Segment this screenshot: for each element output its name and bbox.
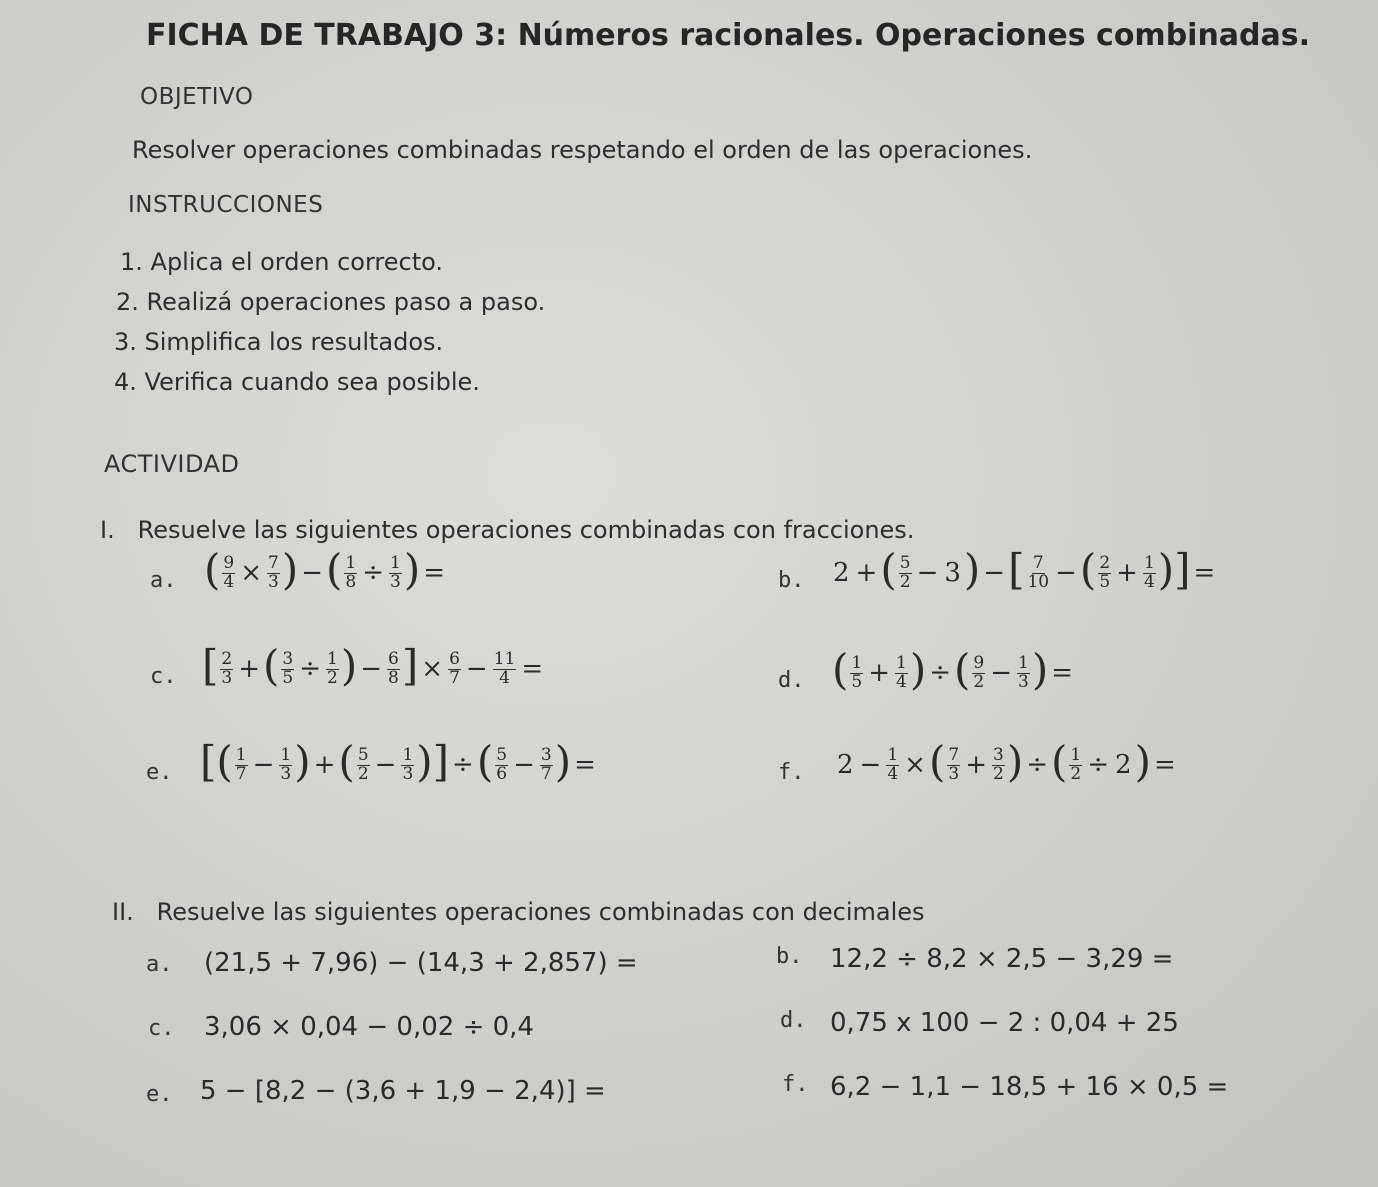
item-label: e. <box>146 760 173 785</box>
item-label: d. <box>778 668 805 693</box>
item-label: f. <box>782 1072 809 1097</box>
item-label: c. <box>148 1016 175 1041</box>
item-label: b. <box>778 568 805 593</box>
item-label: c. <box>150 664 177 689</box>
fraction-expression-e: [ ( $\frac{1}{7}$ − $\frac{1}{3}$ ) + ( $\frac{5}{2}$ − $\frac{1}{3}$ ) ] ÷ ( $\frac{5}{6}$ − $\frac{3}{7}$ ) = <box>200 737 596 786</box>
item-label: f. <box>778 760 805 785</box>
fraction-expression-b: 2 + ( $\frac{5}{2}$ − 3 ) − [ $\frac{7}{10}$ − ( $\frac{2}{5}$ + $\frac{1}{4}$ ) ] = <box>833 545 1216 594</box>
fraction-expression-d: ( $\frac{1}{5}$ + $\frac{1}{4}$ ) ÷ ( $\frac{9}{2}$ − $\frac{1}{3}$ ) = <box>832 645 1074 694</box>
item-label: b. <box>776 944 803 969</box>
instrucciones-heading: INSTRUCCIONES <box>128 192 324 218</box>
item-label: e. <box>146 1082 173 1107</box>
part1-heading: I. Resuelve las siguientes operaciones combinadas con fracciones. <box>100 516 915 544</box>
fraction-expression-a: ( $\frac{9}{4}$ × $\frac{7}{3}$ ) − ( $\frac{1}{8}$ ÷ $\frac{1}{3}$ ) = <box>204 545 446 594</box>
fraction-expression-c: [ $\frac{2}{3}$ + ( $\frac{3}{5}$ ÷ $\frac{1}{2}$ ) − $\frac{6}{8}$ ] × $\frac{6}{7}$ − $\frac{11}{4}$ = <box>202 641 544 690</box>
decimal-expression-c: 3,06 × 0,04 − 0,02 ÷ 0,4 <box>204 1012 534 1042</box>
decimal-expression-d: 0,75 x 100 − 2 : 0,04 + 25 <box>830 1008 1179 1038</box>
actividad-heading: ACTIVIDAD <box>104 450 240 478</box>
objetivo-text: Resolver operaciones combinadas respetando el orden de las operaciones. <box>132 136 1033 164</box>
decimal-expression-b: 12,2 ÷ 8,2 × 2,5 − 3,29 = <box>830 944 1174 974</box>
instruction-item: 2. Realizá operaciones paso a paso. <box>116 288 546 316</box>
objetivo-heading: OBJETIVO <box>140 84 254 110</box>
item-label: a. <box>150 568 177 593</box>
page-title: FICHA DE TRABAJO 3: Números racionales. Operaciones combinadas. <box>146 18 1311 53</box>
item-label: a. <box>146 952 173 977</box>
item-label: d. <box>780 1008 807 1033</box>
instruction-item: 3. Simplifica los resultados. <box>114 328 444 356</box>
fraction-expression-f: 2 − $\frac{1}{4}$ × ( $\frac{7}{3}$ + $\frac{3}{2}$ ) ÷ ( $\frac{1}{2}$ ÷ 2 ) = <box>837 737 1176 786</box>
part2-heading: II. Resuelve las siguientes operaciones combinadas con decimales <box>112 898 925 926</box>
instruction-item: 4. Verifica cuando sea posible. <box>114 368 480 396</box>
decimal-expression-a: (21,5 + 7,96) − (14,3 + 2,857) = <box>204 948 638 978</box>
instruction-item: 1. Aplica el orden correcto. <box>120 248 444 276</box>
decimal-expression-e: 5 − [8,2 − (3,6 + 1,9 − 2,4)] = <box>200 1076 606 1106</box>
decimal-expression-f: 6,2 − 1,1 − 18,5 + 16 × 0,5 = <box>830 1072 1229 1102</box>
